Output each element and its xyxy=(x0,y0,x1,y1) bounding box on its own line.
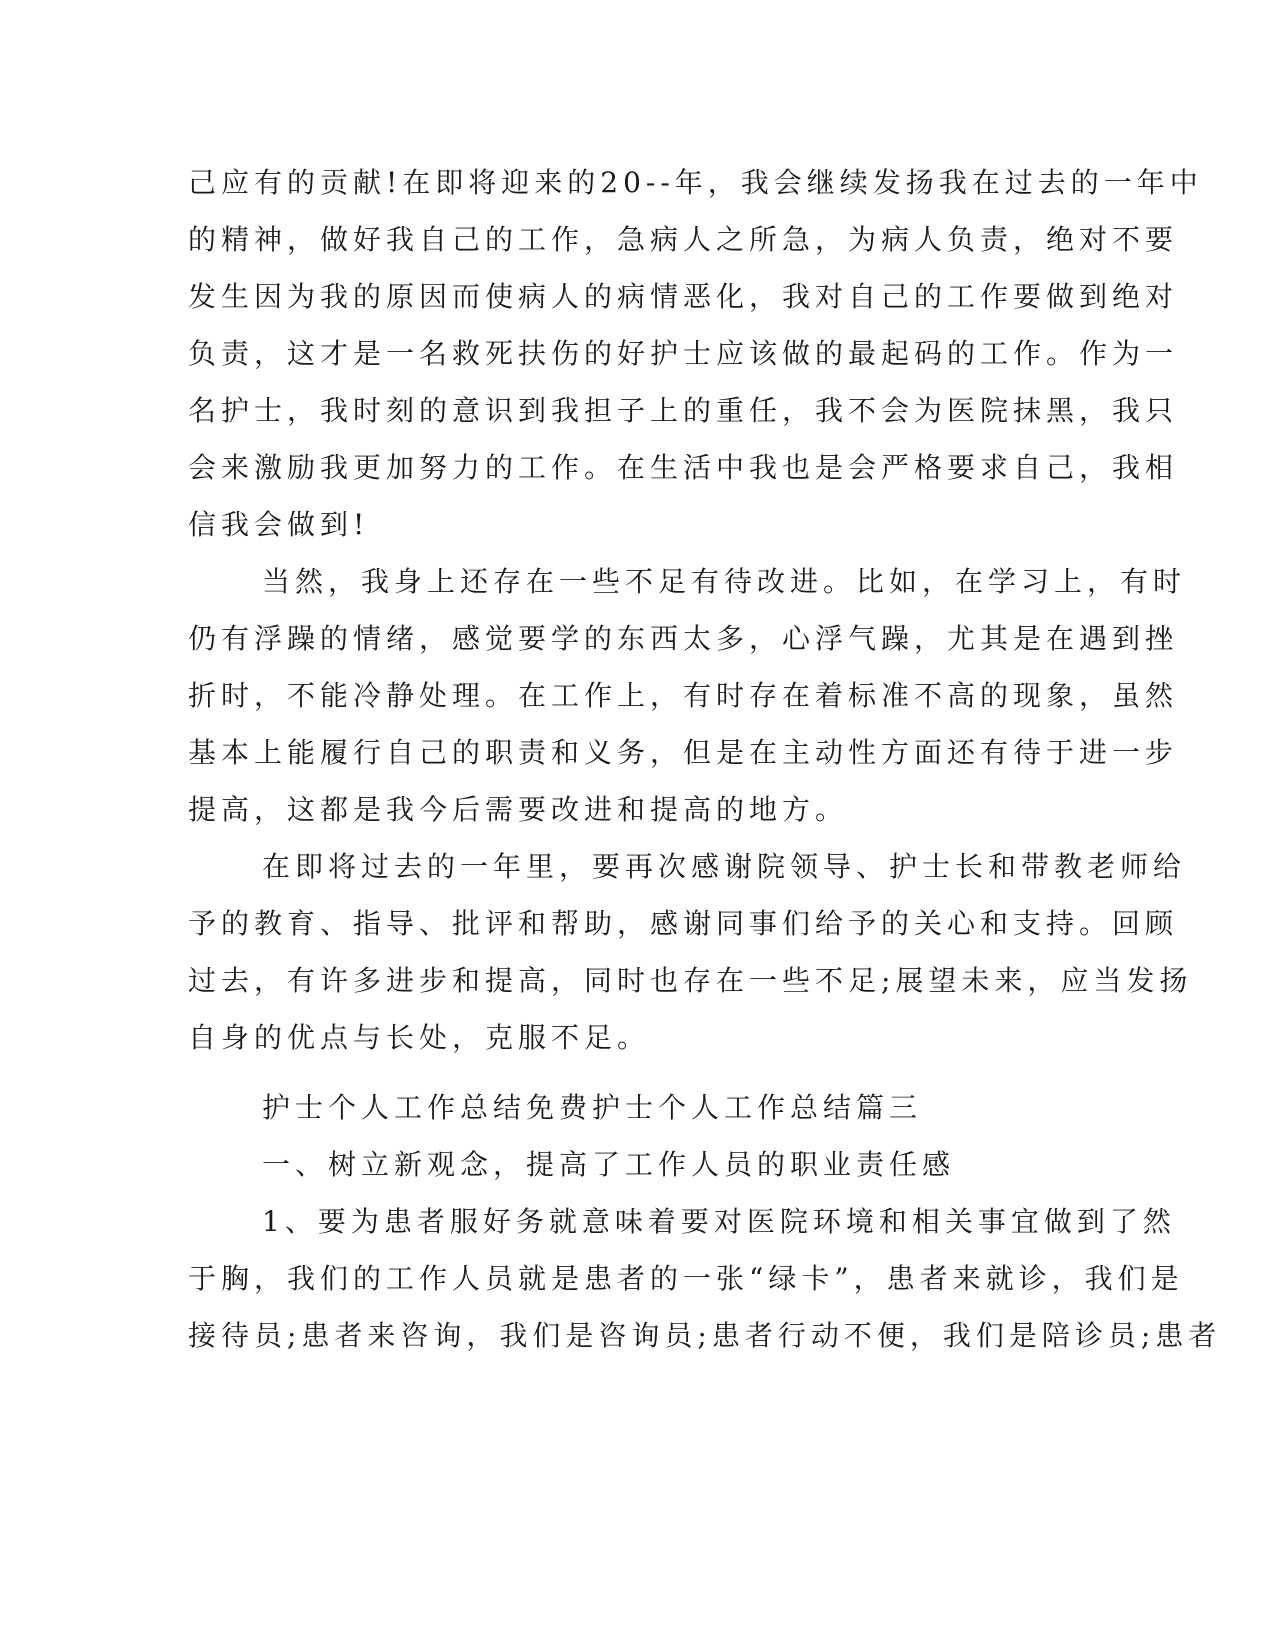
paragraph-first-line: 当然，我身上还存在一些不足有待改进。比如，在学习上，有时 xyxy=(262,565,1187,598)
text-line: 己应有的贡献!在即将迎来的20--年，我会继续发扬我在过去的一年中 xyxy=(188,166,1203,199)
paragraph-first-line: 1、要为患者服好务就意味着要对医院环境和相关事宜做到了然 xyxy=(262,1205,1176,1238)
text-line: 的精神，做好我自己的工作，急病人之所急，为病人负责，绝对不要 xyxy=(188,223,1179,256)
paragraph-first-line: 在即将过去的一年里，要再次感谢院领导、护士长和带教老师给 xyxy=(262,850,1187,883)
text-line: 自身的优点与长处，克服不足。 xyxy=(188,1021,651,1054)
text-line: 接待员;患者来咨询，我们是咨询员;患者行动不便，我们是陪诊员;患者 xyxy=(188,1319,1222,1352)
text-line: 折时，不能冷静处理。在工作上，有时存在着标准不高的现象，虽然 xyxy=(188,679,1179,712)
text-line: 予的教育、指导、批评和帮助，感谢同事们给予的关心和支持。回顾 xyxy=(188,907,1179,940)
text-line: 信我会做到! xyxy=(188,508,370,541)
subsection-heading: 一、树立新观念，提高了工作人员的职业责任感 xyxy=(262,1148,956,1181)
section-heading: 护士个人工作总结免费护士个人工作总结篇三 xyxy=(262,1091,923,1124)
text-line: 提高，这都是我今后需要改进和提高的地方。 xyxy=(188,793,849,826)
text-line: 基本上能履行自己的职责和义务，但是在主动性方面还有待于进一步 xyxy=(188,736,1179,769)
text-line: 名护士，我时刻的意识到我担子上的重任，我不会为医院抹黑，我只 xyxy=(188,394,1179,427)
text-line: 负责，这才是一名救死扶伤的好护士应该做的最起码的工作。作为一 xyxy=(188,337,1179,370)
text-line: 过去，有许多进步和提高，同时也存在一些不足;展望未来，应当发扬 xyxy=(188,964,1193,997)
text-line: 仍有浮躁的情绪，感觉要学的东西太多，心浮气躁，尤其是在遇到挫 xyxy=(188,622,1179,655)
text-line: 于胸，我们的工作人员就是患者的一张“绿卡”，患者来就诊，我们是 xyxy=(188,1262,1184,1295)
text-line: 发生因为我的原因而使病人的病情恶化，我对自己的工作要做到绝对 xyxy=(188,280,1179,313)
text-line: 会来激励我更加努力的工作。在生活中我也是会严格要求自己，我相 xyxy=(188,451,1179,484)
